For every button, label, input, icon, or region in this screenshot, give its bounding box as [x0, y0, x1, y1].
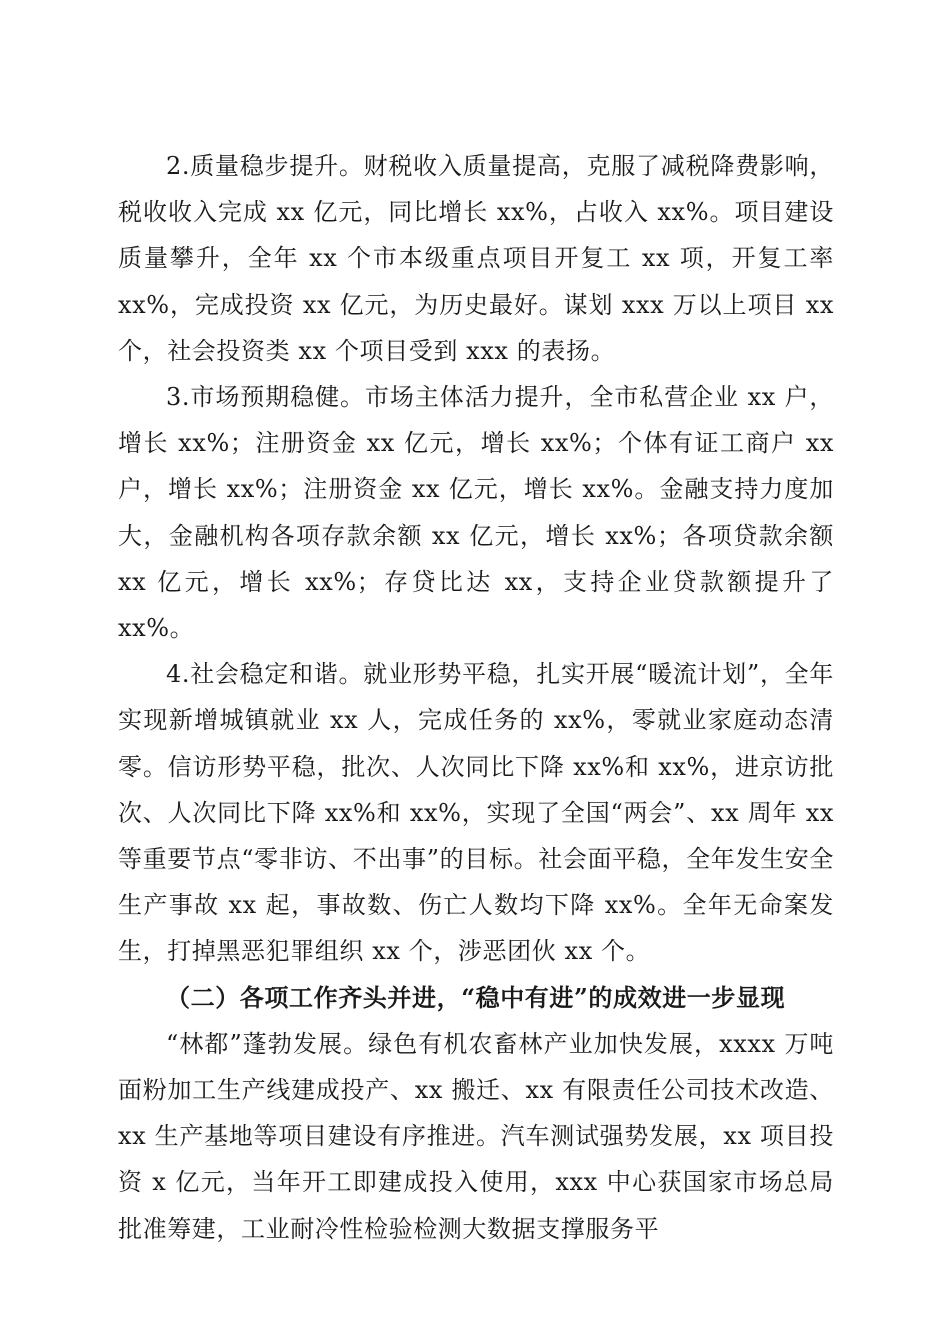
section-heading: （二）各项工作齐头并进，“稳中有进”的成效进一步显现: [166, 982, 786, 1012]
paragraph-social-stability: 4.社会稳定和谐。就业形势平稳，扎实开展“暖流计划”，全年实现新增城镇就业 xx 人，完成任务的 xx%，零就业家庭动态清零。信访形势平稳，批次、人次同比下降 xx%和 xx%，进京访批次、人次同比下降 xx%和 xx%，实现了全国“两会”、xx 周年 xx 等重要节点“零非访、不出事”的目标。社会面平稳，全年发生安全生产事故 xx 起，事故数、伤亡人数均下降 xx%。全年无命案发生，打掉黑恶犯罪组织 xx 个，涉恶团伙 xx 个。: [118, 660, 834, 966]
paragraph-market-expectations: 3.市场预期稳健。市场主体活力提升，全市私营企业 xx 户，增长 xx%；注册资金 xx 亿元，增长 xx%；个体有证工商户 xx 户，增长 xx%；注册资金 xx 亿元，增长 xx%。金融支持力度加大，金融机构各项存款余额 xx 亿元，增长 xx%；各项贷款余额 xx 亿元，增长 xx%；存贷比达 xx，支持企业贷款额提升了 xx%。: [118, 383, 834, 643]
paragraph-forest-city-development: “林都”蓬勃发展。绿色有机农畜林产业加快发展，xxxx 万吨面粉加工生产线建成投产、xx 搬迁、xx 有限责任公司技术改造、xx 生产基地等项目建设有序推进。汽车测试强势发展，xx 项目投资 x 亿元，当年开工即建成投入使用，xxx 中心获国家市场总局批准筹建，工业耐冷性检验检测大数据支撑服务平: [118, 1029, 834, 1243]
paragraph-quality-improvement: 2.质量稳步提升。财税收入质量提高，克服了减税降费影响，税收收入完成 xx 亿元，同比增长 xx%，占收入 xx%。项目建设质量攀升，全年 xx 个市本级重点项目开复工 xx 项，开复工率 xx%，完成投资 xx 亿元，为历史最好。谋划 xxx 万以上项目 xx 个，社会投资类 xx 个项目受到 xxx 的表扬。: [118, 152, 834, 365]
document-body: [118, 143, 834, 1252]
